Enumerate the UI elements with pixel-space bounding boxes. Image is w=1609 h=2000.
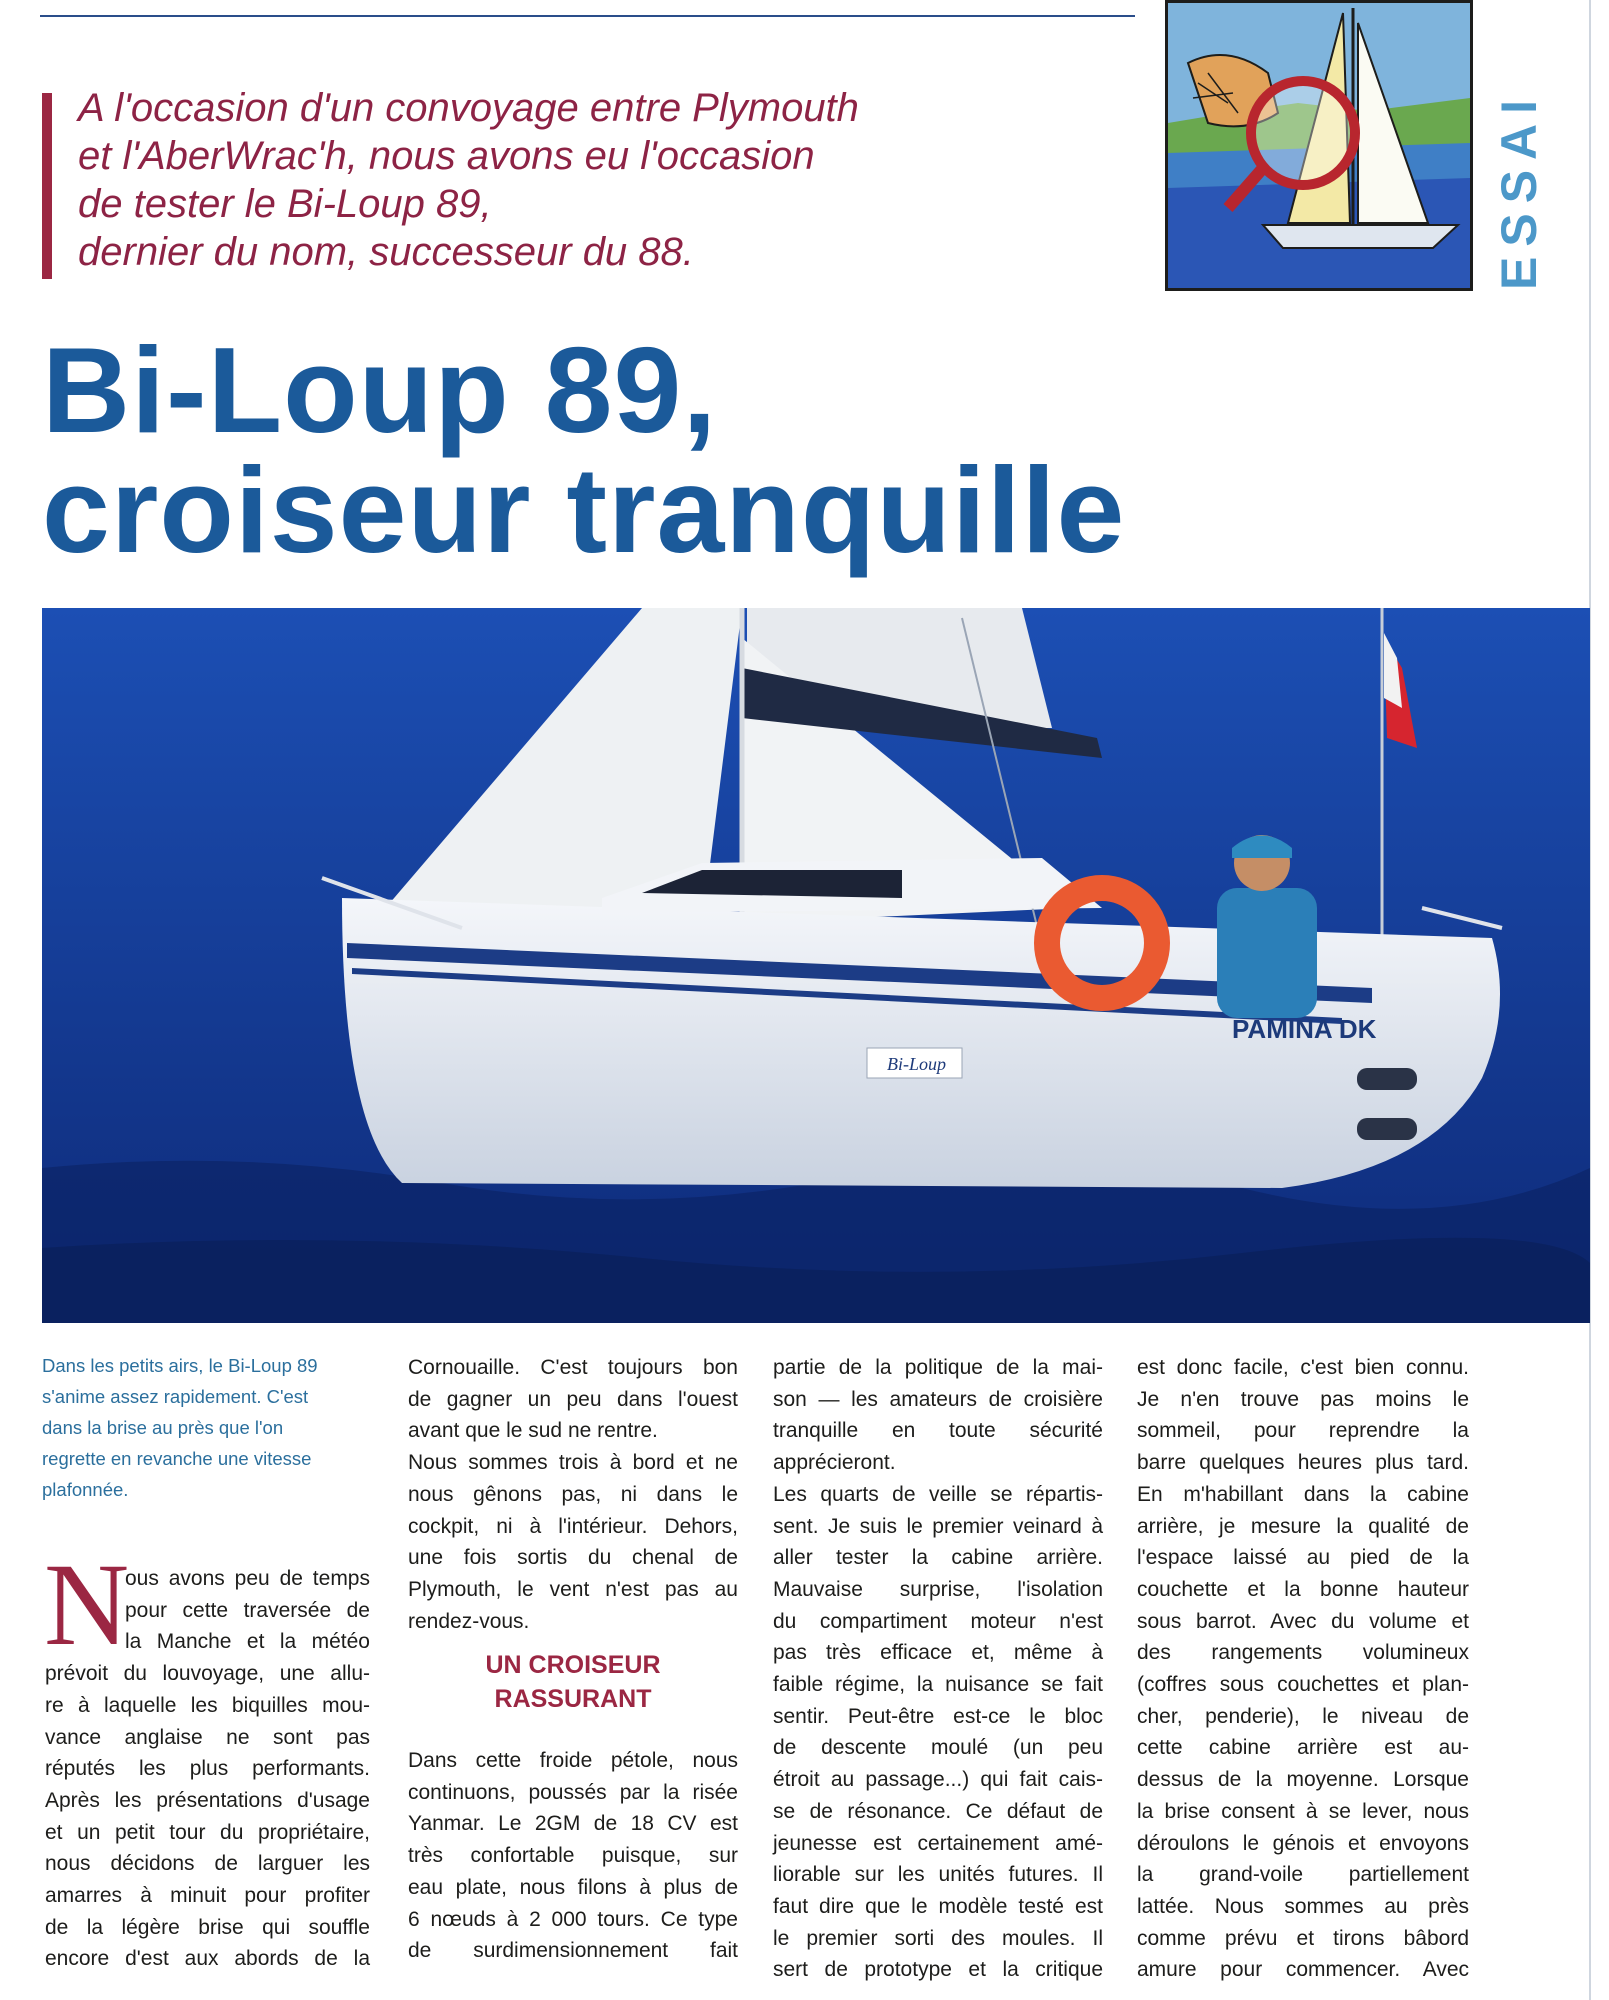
body-line: sent. Je suis le premier veinard à [773,1514,1103,1538]
body-column-4 [1137,1352,1469,1986]
drop-cap: N [44,1539,130,1670]
body-line: sous barrot. Avec du volume et [1137,1609,1469,1633]
body-line: et un petit tour du propriétaire, [45,1820,370,1844]
body-line: re à laquelle les biquilles mou- [45,1693,370,1717]
body-line: rendez-vous. [408,1609,530,1633]
photo-caption [42,1350,362,1505]
body-line: 6 nœuds à 2 000 tours. Ce type [408,1907,738,1931]
body-column-2-bottom [408,1745,738,1967]
body-line: est donc facile, c'est bien connu. [1137,1356,1469,1379]
section-label: ESSAI [1491,89,1547,290]
caption-line: regrette en revanche une vitesse [42,1448,312,1469]
body-line: l'espace laissé au pied de la [1137,1546,1469,1570]
body-line: la brise consent à se lever, nous [1137,1799,1469,1823]
body-line: arrière, je mesure la qualité de [1137,1514,1469,1538]
body-line: sommeil, pour reprendre la [1137,1419,1469,1443]
body-line: eau plate, nous filons à plus de [408,1875,738,1899]
boat-name: PAMINA DK [1232,1014,1377,1044]
body-column-3 [773,1352,1103,1986]
body-line: partie de la politique de la mai- [773,1356,1103,1379]
body-line: son — les amateurs de croisière [773,1387,1103,1411]
body-line: nous gênons pas, ni dans le [408,1482,738,1506]
lede-accent-bar [42,93,52,279]
body-line: En m'habillant dans la cabine [1137,1482,1469,1506]
lede-line: dernier du nom, successeur du 88. [78,230,694,274]
body-line: la grand-voile partiellement [1137,1863,1469,1887]
body-line: très confortable puisque, sur [408,1844,738,1868]
body-line: se de résonance. Ce défaut de [773,1799,1103,1823]
body-line: prévoit du louvoyage, une allu- [45,1662,370,1686]
body-line: apprécieront. [773,1451,896,1475]
body-column-2-top [408,1352,738,1637]
headline-line: croiseur tranquille [42,442,1126,578]
body-line: de surdimensionnement fait [408,1939,738,1963]
body-line: amarres à minuit pour profiter [45,1884,370,1908]
body-line: faible régime, la nuisance se fait [773,1673,1103,1697]
body-line: déroulons le génois et envoyons [1137,1831,1469,1855]
body-line: de la légère brise qui souffle [45,1915,370,1939]
body-line: pas très efficace et, même à [773,1641,1103,1665]
body-line: Dans cette froide pétole, nous [408,1749,738,1772]
subheading-line: UN CROISEUR [485,1651,661,1679]
body-line: Je n'en trouve pas moins le [1137,1387,1469,1411]
body-line: de gagner un peu dans l'ouest [408,1387,738,1411]
body-line: la Manche et la météo [125,1630,370,1654]
sailboat-photo [42,608,1590,1323]
body-line: ous avons peu de temps [125,1567,370,1590]
body-line: tranquille en toute sécurité [773,1419,1103,1443]
body-line: barre quelques heures plus tard. [1137,1451,1469,1475]
caption-line: s'anime assez rapidement. C'est [42,1386,309,1407]
body-line: une fois sortis du chenal de [408,1546,738,1570]
body-line: lattée. Nous sommes au près [1137,1894,1469,1918]
body-line: étroit au passage...) qui fait cais- [773,1768,1103,1792]
hull-logo: Bi-Loup [887,1054,947,1074]
lede-line: et l'AberWrac'h, nous avons eu l'occasion [78,134,815,178]
body-line: jeunesse est certainement amé- [773,1831,1103,1855]
body-line: Plymouth, le vent n'est pas au [408,1577,738,1601]
body-line: Mauvaise surprise, l'isolation [773,1577,1103,1601]
magnifier-sailboat-icon [1168,3,1470,288]
body-line: sert de prototype et la critique [773,1958,1103,1982]
body-line: de descente moulé (un peu [773,1736,1103,1760]
body-line: comme prévu et tirons bâbord [1137,1926,1469,1950]
body-line: Après les présentations d'usage [45,1788,370,1812]
lede-line: de tester le Bi-Loup 89, [78,182,492,226]
headline-line: Bi-Loup 89, [42,322,718,458]
body-line: dessus de la moyenne. Lorsque [1137,1768,1469,1792]
body-line: vance anglaise ne sont pas [45,1725,370,1749]
caption-line: dans la brise au près que l'on [42,1417,284,1438]
body-line: continuons, poussés par la risée [408,1780,738,1804]
sailboat-photo-drawing [42,608,1590,1323]
body-line: Yanmar. Le 2GM de 18 CV est [408,1812,738,1836]
headline [42,322,1342,578]
top-rule [40,15,1135,17]
caption-line: Dans les petits airs, le Bi-Loup 89 [42,1355,318,1376]
body-column-1 [45,1563,370,1975]
body-line: aller tester la cabine arrière. [773,1546,1103,1570]
body-line: (coffres sous couchettes et plan- [1137,1673,1469,1697]
essai-illustration [1165,0,1473,291]
lede-line: A l'occasion d'un convoyage entre Plymouth [78,86,859,130]
body-line: le premier sorti des moules. Il [773,1926,1103,1950]
body-line: des rangements volumineux [1137,1641,1469,1665]
body-line: faut dire que le modèle testé est [773,1894,1103,1918]
body-line: pour cette traversée de [125,1598,370,1622]
subheading [408,1648,738,1716]
body-line: réputés les plus performants. [45,1757,370,1781]
body-line: liorable sur les unités futures. Il [773,1863,1103,1887]
lede [78,84,1098,276]
body-line: Nous sommes trois à bord et ne [408,1451,738,1475]
body-line: couchette et la bonne hauteur [1137,1577,1469,1601]
body-line: nous décidons de larguer les [45,1852,370,1876]
body-line: Les quarts de veille se répartis- [773,1482,1103,1506]
body-line: encore d'est aux abords de la [45,1947,370,1971]
body-line: amure pour commencer. Avec [1137,1958,1469,1982]
body-line: cockpit, ni à l'intérieur. Dehors, [408,1514,738,1538]
body-line: sentir. Peut-être est-ce le bloc [773,1704,1103,1728]
body-line: avant que le sud ne rentre. [408,1419,658,1443]
body-line: Cornouaille. C'est toujours bon [408,1356,738,1379]
body-line: du compartiment moteur n'est [773,1609,1103,1633]
body-line: cher, penderie), le niveau de [1137,1704,1469,1728]
caption-line: plafonnée. [42,1479,129,1500]
body-line: cette cabine arrière est au- [1137,1736,1469,1760]
subheading-line: RASSURANT [494,1685,652,1713]
